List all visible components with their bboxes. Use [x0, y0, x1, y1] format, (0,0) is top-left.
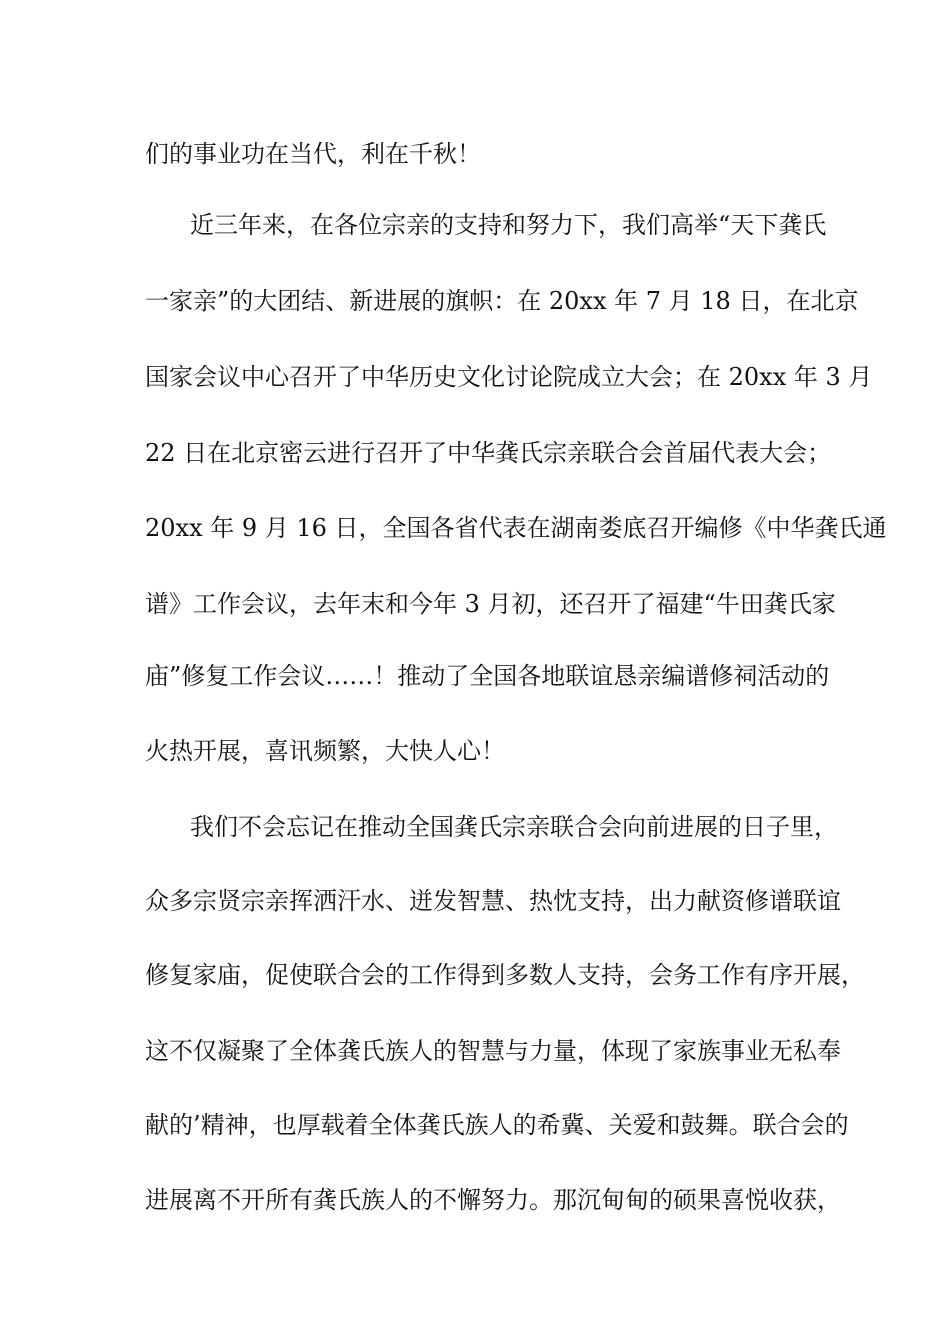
- text-line-content: 们的事业功在当代，利在千秋！: [145, 140, 481, 168]
- text-line-content: 进展离不开所有龚氏族人的不懈努力。那沉甸甸的硕果喜悦收获，: [145, 1186, 841, 1214]
- text-line: [0, 205, 950, 245]
- text-line-content: 22 日在北京密云进行召开了中华龚氏宗亲联合会首届代表大会；: [145, 439, 832, 467]
- text-line-content: 献的’精神，也厚载着全体龚氏族人的希冀、关爱和鼓舞。联合会的: [145, 1111, 849, 1139]
- text-line: [0, 955, 950, 995]
- text-line-content: 火热开展，喜讯频繁，大快人心！: [145, 737, 505, 765]
- text-line: [0, 807, 950, 847]
- text-line: [0, 357, 950, 397]
- text-line-content: 谱》工作会议，去年末和今年 3 月初，还召开了福建“牛田龚氏家: [145, 590, 836, 618]
- text-line-content: 这不仅凝聚了全体龚氏族人的智慧与力量，体现了家族事业无私奉: [145, 1037, 841, 1065]
- text-line: [0, 584, 950, 624]
- text-line-content: 近三年来，在各位宗亲的支持和努力下，我们高举“天下龚氏: [190, 211, 827, 239]
- text-line-content: 庙”修复工作会议……！推动了全国各地联谊恳亲编谱修祠活动的: [145, 662, 830, 690]
- text-line-content: 一家亲”的大团结、新进展的旗帜：在 20xx 年 7 月 18 日，在北京: [145, 287, 859, 315]
- text-line: [0, 881, 950, 921]
- text-line-content: 20xx 年 9 月 16 日，全国各省代表在湖南娄底召开编修《中华龚氏通: [145, 514, 887, 542]
- text-line-content: 修复家庙，促使联合会的工作得到多数人支持，会务工作有序开展，: [145, 961, 865, 989]
- text-line-content: 我们不会忘记在推动全国龚氏宗亲联合会向前进展的日子里，: [190, 813, 838, 841]
- text-line: [0, 1105, 950, 1145]
- text-line: [0, 731, 950, 771]
- text-line: [0, 433, 950, 473]
- text-line-content: 国家会议中心召开了中华历史文化讨论院成立大会；在 20xx 年 3 月: [145, 363, 873, 391]
- text-line: [0, 1031, 950, 1071]
- text-line: [0, 134, 950, 174]
- text-line: [0, 656, 950, 696]
- text-line: [0, 281, 950, 321]
- text-line: [0, 508, 950, 548]
- text-line-content: 众多宗贤宗亲挥洒汗水、迸发智慧、热忱支持，出力献资修谱联谊: [145, 887, 841, 915]
- text-line: [0, 1180, 950, 1220]
